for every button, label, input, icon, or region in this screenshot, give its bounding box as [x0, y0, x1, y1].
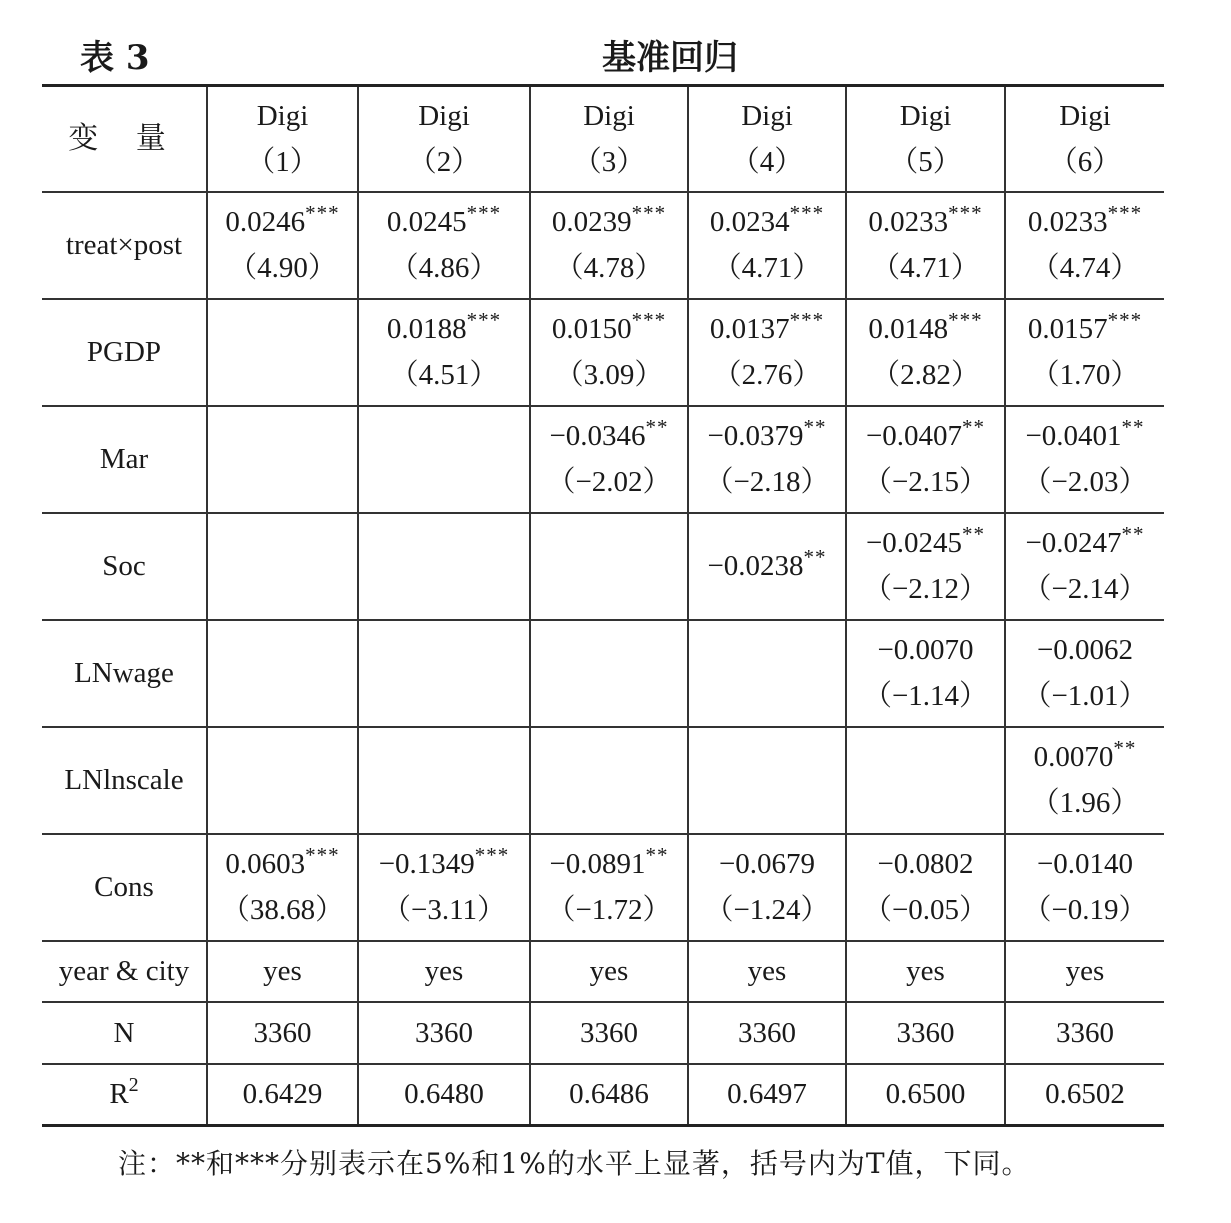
coefficient-cell — [207, 513, 358, 620]
coefficient-value: 0.0603 — [225, 848, 306, 880]
row-label: LNwage — [42, 620, 207, 727]
significance-stars: ** — [645, 415, 669, 439]
coefficient-cell — [207, 727, 358, 834]
table-row — [42, 727, 1164, 834]
significance-stars: ** — [645, 843, 669, 867]
row-label: treat×post — [42, 192, 207, 299]
t-value: （1.70） — [1030, 359, 1140, 391]
significance-stars: *** — [305, 201, 340, 225]
t-value: （4.74） — [1030, 252, 1140, 284]
row-label: N — [42, 1002, 207, 1064]
coefficient-value: −0.0062 — [1036, 634, 1134, 666]
t-value: （−1.24） — [704, 894, 830, 926]
coefficient-value: 0.0233 — [868, 206, 949, 238]
row-label — [42, 1064, 207, 1126]
column-header-2 — [358, 86, 530, 192]
t-value: （4.71） — [871, 252, 980, 284]
t-value: （−1.14） — [862, 680, 989, 712]
value-cell: 3360 — [207, 1002, 358, 1064]
value-cell: yes — [688, 941, 846, 1002]
value-cell: 3360 — [846, 1002, 1005, 1064]
coefficient-value: −0.0346 — [549, 420, 646, 452]
significance-stars: *** — [1107, 308, 1143, 332]
observations-row — [42, 1002, 1164, 1064]
r-squared-exponent: 2 — [128, 1074, 139, 1097]
dependent-variable: Digi — [1059, 99, 1111, 132]
coefficient-cell — [530, 513, 688, 620]
coefficient-value: −0.0379 — [707, 420, 804, 452]
coefficient-value: −0.0401 — [1025, 420, 1122, 452]
value-cell: 3360 — [688, 1002, 846, 1064]
fixed-effects-row — [42, 941, 1164, 1002]
coefficient-cell — [688, 513, 846, 620]
dependent-variable: Digi — [583, 99, 635, 132]
t-value: （−3.11） — [381, 894, 507, 926]
row-label: year & city — [42, 941, 207, 1002]
column-header-3 — [530, 86, 688, 192]
value-cell: yes — [846, 941, 1005, 1002]
column-header-5 — [846, 86, 1005, 192]
coefficient-cell — [846, 192, 1005, 299]
value-cell: yes — [358, 941, 530, 1002]
significance-stars: *** — [789, 308, 825, 332]
t-value: （2.82） — [871, 359, 980, 391]
coefficient-value: −0.0802 — [877, 848, 974, 880]
significance-stars: *** — [948, 308, 983, 332]
table-row — [42, 620, 1164, 727]
coefficient-cell — [846, 620, 1005, 727]
coefficient-cell — [530, 299, 688, 406]
var-header: 变 量 — [42, 86, 207, 192]
coefficient-cell — [207, 620, 358, 727]
coefficient-value: −0.0247 — [1025, 527, 1122, 559]
t-value: （4.78） — [554, 252, 664, 284]
column-header-1 — [207, 86, 358, 192]
coefficient-value: 0.0137 — [709, 313, 790, 345]
t-value: （−0.05） — [862, 894, 989, 926]
table-row — [42, 513, 1164, 620]
coefficient-cell — [688, 192, 846, 299]
coefficient-cell — [1005, 192, 1164, 299]
significance-stars: *** — [466, 308, 502, 332]
significance-stars: *** — [1107, 201, 1143, 225]
coefficient-cell — [530, 406, 688, 513]
coefficient-value: 0.0239 — [551, 206, 632, 238]
table-row — [42, 192, 1164, 299]
coefficient-cell — [358, 192, 530, 299]
value-cell: 0.6497 — [688, 1064, 846, 1126]
column-number: （5） — [889, 145, 962, 178]
significance-stars: *** — [948, 201, 983, 225]
t-value: （−2.03） — [1022, 466, 1148, 498]
coefficient-value: 0.0233 — [1027, 206, 1108, 238]
dependent-variable: Digi — [418, 99, 470, 132]
value-cell: 3360 — [530, 1002, 688, 1064]
column-header-4 — [688, 86, 846, 192]
dependent-variable: Digi — [256, 99, 309, 132]
value-cell: yes — [530, 941, 688, 1002]
coefficient-cell — [1005, 727, 1164, 834]
table-row — [42, 834, 1164, 941]
row-label: Cons — [42, 834, 207, 941]
coefficient-cell — [688, 299, 846, 406]
coefficient-value: 0.0188 — [386, 313, 467, 345]
t-value: （−0.19） — [1022, 894, 1148, 926]
coefficient-cell — [846, 834, 1005, 941]
column-number: （1） — [246, 145, 319, 178]
header-row — [42, 86, 1164, 192]
table-title: 基准回归 — [602, 38, 738, 78]
value-cell: 0.6486 — [530, 1064, 688, 1126]
coefficient-value: −0.0407 — [865, 420, 963, 452]
coefficient-value: 0.0246 — [225, 206, 306, 238]
table-title-row — [0, 0, 1231, 84]
t-value: （1.96） — [1030, 787, 1140, 819]
coefficient-cell — [846, 299, 1005, 406]
value-cell: yes — [207, 941, 358, 1002]
coefficient-cell — [688, 620, 846, 727]
coefficient-value: −0.0140 — [1036, 848, 1134, 880]
coefficient-cell — [207, 192, 358, 299]
t-value: （−1.72） — [546, 894, 672, 926]
t-value: （−2.18） — [704, 466, 830, 498]
t-value: （3.09） — [554, 359, 664, 391]
significance-stars: *** — [474, 843, 510, 867]
table-row — [42, 406, 1164, 513]
column-number: （2） — [407, 145, 481, 178]
significance-stars: *** — [466, 201, 502, 225]
t-value: （4.51） — [389, 359, 499, 391]
value-cell: yes — [1005, 941, 1164, 1002]
coefficient-cell — [358, 299, 530, 406]
t-value: （−2.12） — [862, 573, 989, 605]
t-value: （−2.02） — [546, 466, 672, 498]
coefficient-cell — [530, 620, 688, 727]
t-value: （4.90） — [228, 252, 337, 284]
coefficient-cell — [688, 834, 846, 941]
coefficient-cell — [207, 834, 358, 941]
coefficient-value: 0.0148 — [868, 313, 949, 345]
significance-stars: ** — [1121, 415, 1145, 439]
coefficient-cell — [1005, 406, 1164, 513]
dependent-variable: Digi — [899, 99, 952, 132]
significance-stars: ** — [803, 545, 827, 569]
coefficient-value: −0.0891 — [549, 848, 646, 880]
coefficient-cell — [1005, 834, 1164, 941]
significance-stars: *** — [789, 201, 825, 225]
column-number: （6） — [1048, 145, 1122, 178]
significance-stars: *** — [631, 308, 667, 332]
t-value: （38.68） — [220, 894, 345, 926]
coefficient-value: −0.1349 — [378, 848, 475, 880]
table-row — [42, 299, 1164, 406]
coefficient-cell — [358, 406, 530, 513]
significance-stars: ** — [962, 522, 986, 546]
coefficient-cell — [846, 727, 1005, 834]
t-value: （4.86） — [389, 252, 499, 284]
value-cell: 0.6429 — [207, 1064, 358, 1126]
significance-stars: *** — [631, 201, 667, 225]
row-label: Soc — [42, 513, 207, 620]
t-value: （−1.01） — [1022, 680, 1148, 712]
coefficient-cell — [1005, 513, 1164, 620]
coefficient-cell — [358, 513, 530, 620]
coefficient-cell — [358, 834, 530, 941]
r-squared-label: R — [109, 1078, 129, 1111]
column-number: （4） — [730, 145, 804, 178]
t-value: （4.71） — [712, 252, 822, 284]
coefficient-cell — [688, 727, 846, 834]
dependent-variable: Digi — [741, 99, 793, 132]
coefficient-value: −0.0070 — [877, 634, 974, 666]
regression-table — [42, 84, 1164, 1127]
table-note: 注：**和***分别表示在5%和1%的水平上显著，括号内为T值，下同。 — [118, 1147, 1031, 1180]
significance-stars: ** — [962, 415, 986, 439]
coefficient-value: 0.0245 — [386, 206, 467, 238]
r-squared-row — [42, 1064, 1164, 1126]
significance-stars: ** — [1113, 736, 1137, 760]
coefficient-value: 0.0234 — [709, 206, 790, 238]
value-cell: 3360 — [1005, 1002, 1164, 1064]
coefficient-cell — [207, 299, 358, 406]
coefficient-cell — [688, 406, 846, 513]
column-number: （3） — [572, 145, 646, 178]
row-label: PGDP — [42, 299, 207, 406]
coefficient-cell — [846, 406, 1005, 513]
coefficient-cell — [530, 834, 688, 941]
value-cell: 0.6502 — [1005, 1064, 1164, 1126]
coefficient-cell — [358, 727, 530, 834]
row-label: Mar — [42, 406, 207, 513]
t-value: （−2.15） — [862, 466, 989, 498]
value-cell: 0.6500 — [846, 1064, 1005, 1126]
coefficient-cell — [530, 727, 688, 834]
coefficient-value: −0.0238 — [707, 550, 804, 582]
t-value: （2.76） — [712, 359, 822, 391]
coefficient-value: 0.0150 — [551, 313, 632, 345]
coefficient-cell — [530, 192, 688, 299]
coefficient-value: 0.0070 — [1033, 741, 1114, 773]
coefficient-value: −0.0245 — [865, 527, 963, 559]
coefficient-cell — [207, 406, 358, 513]
significance-stars: *** — [305, 843, 340, 867]
table-label: 表 3 — [80, 38, 150, 78]
coefficient-cell — [1005, 299, 1164, 406]
coefficient-cell — [1005, 620, 1164, 727]
coefficient-cell — [846, 513, 1005, 620]
coefficient-value: −0.0679 — [718, 848, 816, 880]
significance-stars: ** — [1121, 522, 1145, 546]
coefficient-value: 0.0157 — [1027, 313, 1108, 345]
t-value: （−2.14） — [1022, 573, 1148, 605]
coefficient-cell — [358, 620, 530, 727]
value-cell: 0.6480 — [358, 1064, 530, 1126]
value-cell: 3360 — [358, 1002, 530, 1064]
column-header-6 — [1005, 86, 1164, 192]
significance-stars: ** — [803, 415, 827, 439]
row-label: LNlnscale — [42, 727, 207, 834]
